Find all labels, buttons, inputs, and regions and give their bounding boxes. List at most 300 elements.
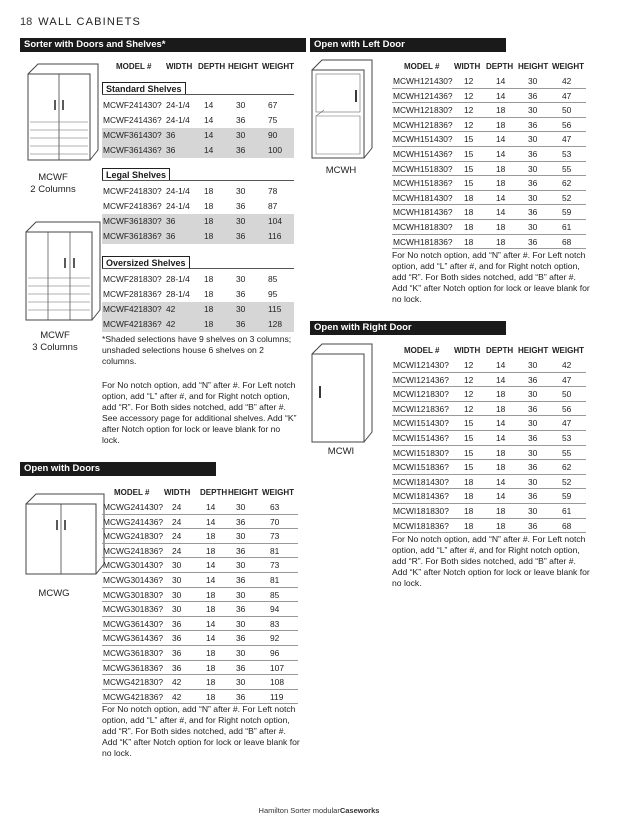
cell-width: 36: [166, 231, 176, 241]
cell-height: 36: [528, 178, 538, 189]
cell-model: MCWF361836?: [103, 231, 162, 241]
cell-depth: 18: [204, 274, 214, 284]
cell-height: 36: [236, 604, 246, 615]
col-height: HEIGHT: [228, 62, 259, 71]
cell-model: MCWI121430?: [393, 360, 449, 370]
table-row: [102, 529, 298, 544]
cell-height: 30: [236, 130, 246, 140]
cell-depth: 18: [204, 231, 214, 241]
cell-model: MCWH181430?: [393, 192, 453, 203]
cell-depth: 14: [496, 360, 506, 370]
caption-mcwf-3: [18, 330, 92, 354]
table-row: [392, 446, 586, 461]
cell-model: MCWG241436?: [103, 516, 164, 527]
cell-weight: 87: [268, 201, 278, 211]
cell-width: 12: [464, 403, 474, 414]
cell-width: 42: [172, 677, 182, 688]
table-row: [392, 460, 586, 475]
cell-weight: 75: [268, 115, 278, 125]
cell-model: MCWH151430?: [393, 134, 453, 145]
table-row: [392, 147, 586, 162]
cell-model: MCWH121430?: [393, 76, 453, 86]
cell-weight: 85: [270, 589, 280, 600]
mcwi-illustration: [306, 340, 376, 448]
table-row: [102, 128, 294, 143]
cell-depth: 18: [204, 319, 214, 329]
col-weight: WEIGHT: [262, 62, 294, 71]
cell-width: 36: [172, 662, 182, 673]
cell-depth: 14: [496, 418, 506, 429]
open-right-note: For No notch option, add “N” after #. For Left notch option, add “L” after #, and for Right notch option, add “R”. For Both sides notched, add “B” after #. Add “K” after Notch option for lock or leave blank for no lock.: [392, 534, 590, 588]
cell-height: 30: [528, 447, 538, 458]
cell-model: MCWG421836?: [103, 691, 164, 702]
cell-width: 12: [464, 90, 474, 101]
cell-depth: 14: [204, 145, 214, 155]
cell-width: 42: [166, 319, 176, 329]
cell-depth: 18: [496, 403, 506, 414]
cell-model: MCWF241836?: [103, 201, 162, 211]
table-row: [392, 220, 586, 235]
section-title: WALL CABINETS: [38, 16, 142, 28]
cell-width: 28-1/4: [166, 274, 190, 284]
open-doors-table-header: [102, 488, 302, 498]
divider: [102, 94, 294, 95]
col-height: HEIGHT: [518, 62, 549, 71]
cell-model: MCWF361830?: [103, 216, 162, 226]
cell-width: 15: [464, 149, 474, 159]
cell-depth: 14: [206, 516, 216, 527]
cell-depth: 14: [206, 618, 216, 629]
cell-width: 18: [464, 207, 474, 218]
cell-height: 30: [528, 105, 538, 116]
cell-weight: 119: [270, 691, 284, 702]
cell-height: 36: [528, 149, 538, 159]
cell-height: 30: [236, 186, 246, 196]
cell-depth: 14: [204, 130, 214, 140]
cell-model: MCWI121830?: [393, 389, 449, 400]
cell-weight: 61: [562, 506, 572, 516]
cell-width: 24-1/4: [166, 186, 190, 196]
cell-width: 30: [172, 589, 182, 600]
cell-model: MCWG361436?: [103, 633, 164, 644]
col-model: MODEL #: [404, 62, 440, 71]
cell-height: 30: [528, 134, 538, 145]
table-row: [392, 416, 586, 431]
table-row: [392, 358, 586, 373]
table-row: [392, 235, 586, 250]
cell-weight: 47: [562, 90, 572, 101]
cell-width: 18: [464, 476, 474, 487]
cell-height: 30: [528, 476, 538, 487]
col-height: HEIGHT: [228, 488, 259, 497]
cell-width: 18: [464, 491, 474, 502]
cell-height: 36: [528, 403, 538, 414]
table-row: [102, 184, 294, 199]
col-width: WIDTH: [454, 346, 481, 355]
cell-width: 30: [172, 575, 182, 585]
table-row: [392, 118, 586, 133]
cell-depth: 18: [204, 304, 214, 314]
table-row: [102, 617, 298, 632]
cell-depth: 18: [496, 520, 506, 531]
cell-weight: 100: [268, 145, 282, 155]
table-row: [102, 661, 298, 676]
subhead-legal: Legal Shelves: [102, 168, 170, 181]
cell-model: MCWG241836?: [103, 545, 164, 556]
cell-height: 30: [528, 360, 538, 370]
table-row: [102, 98, 294, 113]
cell-weight: 128: [268, 319, 282, 329]
cell-width: 42: [172, 691, 182, 702]
table-row: [102, 675, 298, 690]
cell-model: MCWH181836?: [393, 236, 453, 247]
cell-depth: 18: [206, 604, 216, 615]
table-row: [102, 214, 294, 229]
cell-height: 30: [236, 589, 246, 600]
cell-model: MCWF361436?: [103, 145, 162, 155]
table-row: [102, 199, 294, 214]
cell-width: 30: [172, 604, 182, 615]
cell-weight: 95: [268, 289, 278, 299]
cell-width: 12: [464, 76, 474, 86]
cell-width: 12: [464, 119, 474, 130]
cell-depth: 14: [206, 633, 216, 644]
table-row: [102, 646, 298, 661]
cell-height: 36: [236, 662, 246, 673]
cell-depth: 14: [496, 134, 506, 145]
table-row: [392, 191, 586, 206]
cell-depth: 18: [206, 691, 216, 702]
table-row: [102, 544, 298, 559]
cell-model: MCWG361430?: [103, 618, 164, 629]
page-number: 18: [20, 16, 33, 28]
cell-model: MCWG301430?: [103, 560, 164, 571]
cell-depth: 18: [496, 236, 506, 247]
banner-sorter: Sorter with Doors and Shelves*: [20, 38, 306, 52]
cell-weight: 59: [562, 491, 572, 502]
footer-prefix: Hamilton Sorter modular: [258, 806, 340, 815]
cell-depth: 18: [206, 589, 216, 600]
cell-depth: 14: [496, 90, 506, 101]
open-left-note: For No notch option, add “N” after #. For Left notch option, add “L” after #, and for Right notch option, add “R”. For Both sides notched, add “B” after #. Add “K” after Notch option for lock or leave blank for no lock.: [392, 250, 590, 304]
cell-height: 30: [528, 222, 538, 232]
table-row: [392, 103, 586, 118]
cell-model: MCWH121836?: [393, 119, 453, 130]
cell-height: 30: [236, 648, 246, 658]
cell-width: 42: [166, 304, 176, 314]
cell-depth: 14: [496, 491, 506, 502]
table-row: [392, 373, 586, 388]
table-row: [392, 74, 586, 89]
table-row: [392, 162, 586, 177]
cell-width: 18: [464, 192, 474, 203]
table-row: [102, 143, 294, 158]
cell-depth: 18: [206, 662, 216, 673]
table-row: [102, 573, 298, 588]
col-depth: DEPTH: [486, 62, 514, 71]
cell-depth: 14: [206, 502, 216, 512]
cell-model: MCWG301830?: [103, 589, 164, 600]
cell-model: MCWG361830?: [103, 648, 164, 658]
cell-weight: 78: [268, 186, 278, 196]
open-left-table-header: [390, 62, 590, 72]
footer: [0, 806, 638, 815]
caption-mcwh: MCWH: [325, 165, 357, 176]
cell-height: 30: [528, 192, 538, 203]
subhead-standard: Standard Shelves: [102, 82, 186, 95]
cell-depth: 18: [496, 222, 506, 232]
cell-model: MCWH121830?: [393, 105, 453, 116]
cell-height: 30: [236, 502, 246, 512]
cell-width: 12: [464, 360, 474, 370]
cell-height: 36: [236, 145, 246, 155]
cell-width: 36: [172, 648, 182, 658]
cell-weight: 52: [562, 476, 572, 487]
table-row: [392, 489, 586, 504]
cell-depth: 14: [496, 76, 506, 86]
cell-model: MCWH121436?: [393, 90, 453, 101]
cell-height: 36: [236, 289, 246, 299]
caption-mcwg: MCWG: [38, 588, 70, 599]
cell-model: MCWF361430?: [103, 130, 162, 140]
cell-height: 36: [236, 545, 246, 556]
cell-depth: 18: [496, 506, 506, 516]
cell-depth: 14: [496, 433, 506, 443]
cell-weight: 68: [562, 520, 572, 531]
cell-model: MCWG421830?: [103, 677, 164, 688]
table-row: [392, 132, 586, 147]
cell-weight: 56: [562, 119, 572, 130]
mcwf-3-column-illustration: [18, 218, 102, 326]
cell-width: 36: [166, 145, 176, 155]
cell-weight: 115: [268, 304, 282, 314]
mcwf-2-column-illustration: [20, 60, 100, 166]
caption-mcwf-2: [18, 172, 88, 196]
cell-width: 18: [464, 520, 474, 531]
table-row: [102, 602, 298, 617]
table-row: [102, 229, 294, 244]
table-row: [102, 317, 294, 332]
cell-weight: 47: [562, 374, 572, 385]
cell-height: 36: [236, 201, 246, 211]
cell-height: 30: [236, 618, 246, 629]
cell-width: 24: [172, 531, 182, 542]
cell-height: 36: [528, 462, 538, 473]
cell-width: 15: [464, 433, 474, 443]
table-row: [102, 588, 298, 603]
cell-weight: 62: [562, 178, 572, 189]
cell-model: MCWF421830?: [103, 304, 162, 314]
cell-height: 30: [236, 216, 246, 226]
cell-model: MCWI151830?: [393, 447, 449, 458]
cell-model: MCWF421836?: [103, 319, 162, 329]
cell-depth: 14: [496, 374, 506, 385]
cell-depth: 18: [206, 677, 216, 688]
cell-depth: 18: [496, 119, 506, 130]
cell-weight: 73: [270, 531, 280, 542]
cell-height: 30: [236, 531, 246, 542]
cell-height: 36: [236, 319, 246, 329]
col-depth: DEPTH: [200, 488, 228, 497]
table-row: [392, 176, 586, 191]
cell-height: 36: [528, 520, 538, 531]
col-depth: DEPTH: [198, 62, 226, 71]
cell-model: MCWH151830?: [393, 163, 453, 174]
caption-mcwf-2-model: MCWF: [38, 172, 68, 183]
cell-weight: 56: [562, 403, 572, 414]
cell-weight: 90: [268, 130, 278, 140]
table-row: [102, 287, 294, 302]
cell-weight: 61: [562, 222, 572, 232]
cell-weight: 104: [268, 216, 282, 226]
cell-model: MCWI181436?: [393, 491, 449, 502]
cell-height: 30: [528, 506, 538, 516]
cell-width: 15: [464, 447, 474, 458]
subhead-oversized: Oversized Shelves: [102, 256, 190, 269]
cell-weight: 59: [562, 207, 572, 218]
cell-model: MCWI121836?: [393, 403, 449, 414]
table-row: [102, 515, 298, 530]
mcwh-illustration: [306, 56, 376, 164]
col-model: MODEL #: [404, 346, 440, 355]
cell-height: 30: [236, 100, 246, 110]
col-height: HEIGHT: [518, 346, 549, 355]
cell-depth: 14: [204, 100, 214, 110]
cell-height: 36: [528, 90, 538, 101]
col-depth: DEPTH: [486, 346, 514, 355]
cell-weight: 81: [270, 575, 280, 585]
cell-model: MCWG241830?: [103, 531, 164, 542]
cell-model: MCWI181430?: [393, 476, 449, 487]
cell-model: MCWI121436?: [393, 374, 449, 385]
table-row: [392, 431, 586, 446]
cell-weight: 96: [270, 648, 280, 658]
cell-model: MCWF241830?: [103, 186, 162, 196]
divider: [102, 180, 294, 181]
cell-height: 30: [236, 274, 246, 284]
cell-weight: 53: [562, 433, 572, 443]
cell-weight: 47: [562, 134, 572, 145]
cell-height: 36: [236, 231, 246, 241]
table-row: [392, 387, 586, 402]
cell-width: 30: [172, 560, 182, 571]
caption-mcwf-2-cols: 2 Columns: [30, 184, 76, 195]
cell-model: MCWH181830?: [393, 222, 453, 232]
cell-depth: 18: [206, 648, 216, 658]
cell-height: 36: [528, 491, 538, 502]
cell-model: MCWG361836?: [103, 662, 164, 673]
mcwg-illustration: [20, 490, 106, 580]
cell-width: 24-1/4: [166, 115, 190, 125]
cell-depth: 14: [496, 192, 506, 203]
col-model: MODEL #: [116, 62, 152, 71]
cell-width: 24: [172, 545, 182, 556]
footer-brand: Caseworks: [339, 806, 380, 815]
cell-weight: 108: [270, 677, 284, 688]
cell-depth: 18: [496, 105, 506, 116]
page-header: [20, 16, 141, 30]
cell-weight: 55: [562, 447, 572, 458]
cell-height: 36: [236, 115, 246, 125]
col-weight: WEIGHT: [552, 62, 584, 71]
table-row: [102, 113, 294, 128]
cell-width: 15: [464, 418, 474, 429]
table-row: [102, 690, 298, 705]
cell-model: MCWH151836?: [393, 178, 453, 189]
cell-weight: 107: [270, 662, 284, 673]
cell-depth: 14: [496, 207, 506, 218]
cell-height: 36: [528, 374, 538, 385]
col-width: WIDTH: [164, 488, 191, 497]
banner-open-doors: Open with Doors: [20, 462, 216, 476]
cell-height: 36: [236, 516, 246, 527]
col-weight: WEIGHT: [552, 346, 584, 355]
cell-weight: 50: [562, 105, 572, 116]
cell-width: 24-1/4: [166, 100, 190, 110]
cell-height: 30: [236, 677, 246, 688]
cell-height: 36: [236, 575, 246, 585]
table-row: [392, 89, 586, 104]
open-doors-note: For No notch option, add “N” after #. For Left notch option, add “L” after #, and for Right notch option, add “R”. For Both sides notched, add “B” after #. Add “K” after Notch option for lock or leave blank for no lock.: [102, 704, 300, 758]
cell-weight: 42: [562, 360, 572, 370]
cell-width: 12: [464, 389, 474, 400]
cell-weight: 83: [270, 618, 280, 629]
col-width: WIDTH: [166, 62, 193, 71]
cell-weight: 81: [270, 545, 280, 556]
cell-depth: 18: [206, 545, 216, 556]
cell-width: 15: [464, 163, 474, 174]
cell-height: 30: [528, 76, 538, 86]
cell-width: 28-1/4: [166, 289, 190, 299]
cell-depth: 18: [204, 216, 214, 226]
cell-width: 18: [464, 222, 474, 232]
sorter-note-options: For No notch option, add “N” after #. For Left notch option, add “L” after #, and for Right notch option, add “R”. For Both sides notched, add “B” after #. See accessory page for additional shelves. Add “K” after Notch option for lock or leave blank for no lock.: [102, 380, 297, 445]
cell-width: 15: [464, 178, 474, 189]
col-width: WIDTH: [454, 62, 481, 71]
cell-weight: 53: [562, 149, 572, 159]
cell-depth: 14: [206, 575, 216, 585]
cell-model: MCWH181436?: [393, 207, 453, 218]
cell-width: 15: [464, 134, 474, 145]
cell-model: MCWI181830?: [393, 506, 449, 516]
cell-width: 12: [464, 374, 474, 385]
cell-depth: 18: [496, 447, 506, 458]
sorter-table-header: [102, 62, 302, 72]
cell-height: 30: [236, 560, 246, 571]
cell-depth: 14: [496, 476, 506, 487]
table-row: [392, 205, 586, 220]
cell-weight: 116: [268, 231, 282, 241]
cell-width: 18: [464, 236, 474, 247]
cell-model: MCWG301436?: [103, 575, 164, 585]
cell-weight: 85: [268, 274, 278, 284]
cell-depth: 18: [496, 462, 506, 473]
cell-width: 36: [172, 633, 182, 644]
cell-height: 36: [528, 119, 538, 130]
caption-mcwi: MCWI: [327, 446, 355, 457]
cell-height: 36: [236, 633, 246, 644]
cell-weight: 63: [270, 502, 280, 512]
cell-model: MCWI151836?: [393, 462, 449, 473]
cell-weight: 92: [270, 633, 280, 644]
cell-width: 36: [172, 618, 182, 629]
cell-depth: 18: [204, 289, 214, 299]
table-row: [102, 558, 298, 573]
cell-width: 12: [464, 105, 474, 116]
cell-weight: 73: [270, 560, 280, 571]
cell-height: 36: [528, 236, 538, 247]
cell-model: MCWI151430?: [393, 418, 449, 429]
